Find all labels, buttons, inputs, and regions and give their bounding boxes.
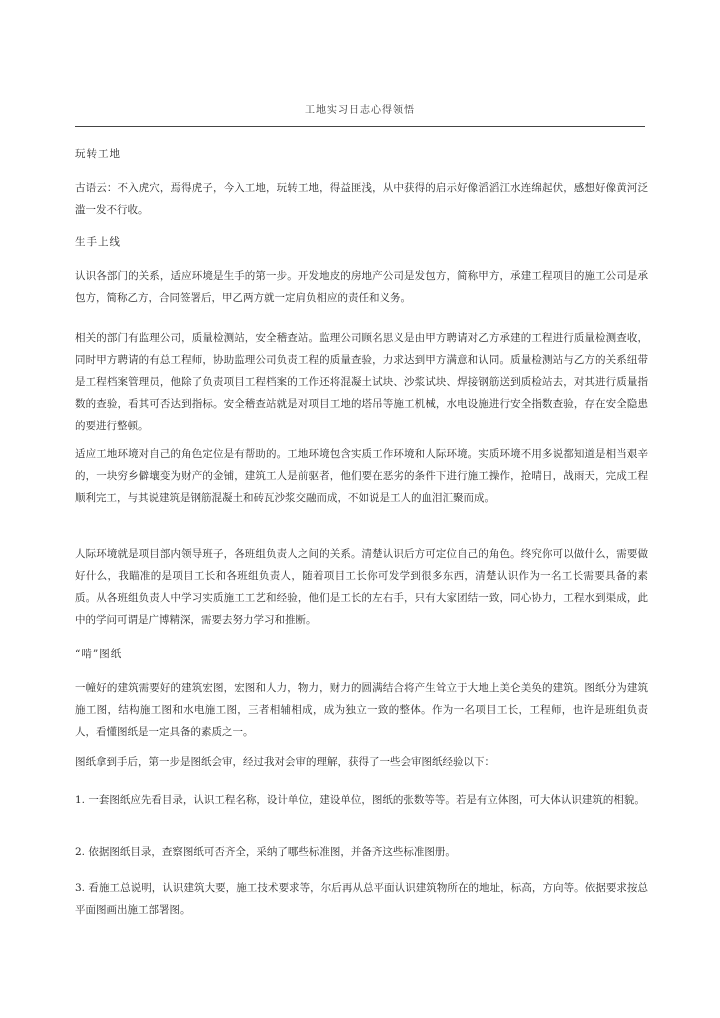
paragraph-site-environment: 适应工地环境对自己的角色定位是有帮助的。工地环境包含实质工作环境和人际环境。实质环境不用多说都知道是相当艰辛的，一块穷乡僻壤变为财产的金铺，建筑工人是前驱者，他们要在恶劣的条件下进行施工操作，抢晴日，战雨天，完成工程顺利完工，与其说建筑是钢筋混凝土和砖瓦沙浆交融而成，不如说是工人的血泪汇聚而成。 (75, 448, 648, 504)
paragraph-blueprint: 一幢好的建筑需要好的建筑宏图，宏图和人力，物力，财力的圆满结合将产生耸立于大地上美仑美奂的建筑。图纸分为建筑施工图，结构施工图和水电施工图，三者相辅相成，成为独立一致的整体。作为一名项目工长，工程师，也许是班组负责人，看懂图纸是一定具备的素质之一。 (75, 682, 648, 738)
list-item-1: 1. 一套图纸应先看目录，认识工程名称，设计单位，建设单位，图纸的张数等等。若是有立体图，可大体认识建筑的相貌。 (75, 794, 645, 806)
list-item-2: 2. 依据图纸目录，查察图纸可否齐全，采纳了哪些标准图，并备齐这些标准图册。 (75, 846, 456, 858)
paragraph-departments: 认识各部门的关系，适应环境是生手的第一步。开发地皮的房地产公司是发包方，简称甲方，承建工程项目的施工公司是承包方，简称乙方，合同签署后，甲乙两方就一定肩负相应的责任和义务。 (75, 270, 648, 304)
paragraph-interpersonal: 人际环境就是项目部内领导班子，各班组负责人之间的关系。清楚认识后方可定位自己的角色。终究你可以做什么，需要做好什么，我瞄准的是项目工长和各班组负责人，随着项目工长你可发学到很多东西，清楚认识作为一名工长需要具备的素质。从各班组负责人中学习实质施工工艺和经验，他们是工长的左右手，只有大家团结一致，同心协力，工程水到渠成，此中的学问可谓是广博精深，需要去努力学习和推断。 (75, 548, 648, 626)
paragraph-review-intro: 图纸拿到手后，第一步是图纸会审，经过我对会审的理解，获得了一些会审图纸经验以下： (75, 756, 495, 768)
section-heading-shengshou: 生手上线 (75, 236, 121, 248)
section-heading-wanzhuan: 玩转工地 (75, 148, 121, 160)
section-heading-drawings: “啃”图纸 (75, 648, 123, 660)
list-item-3: 3. 看施工总说明，认识建筑大要，施工技术要求等，尔后再从总平面认识建筑物所在的地址，标高，方向等。依据要求按总平面图画出施工部署图。 (75, 882, 648, 916)
paragraph-related-departments: 相关的部门有监理公司，质量检测站，安全稽查站。监理公司顾名思义是由甲方聘请对乙方承建的工程进行质量检测查收，同时甲方聘请的有总工程师，协助监理公司负责工程的质量查验，力求达到甲方满意和认同。质量检测站与乙方的关系纽带是工程档案管理员，他除了负责项目工程档案的工作还将混凝土试块、沙浆试块、焊接钢筋送到质检站去，对其进行质量指数的查验，看其可否达到指标。安全稽查站就是对项目工地的塔吊等施工机械，水电设施进行安全指数查验，存在安全隐患的要进行整顿。 (75, 332, 648, 432)
page-header-title: 工地实习日志心得领悟 (305, 105, 415, 116)
paragraph-intro: 古语云：不入虎穴，焉得虎子，今入工地，玩转工地，得益匪浅，从中获得的启示好像滔滔江水连绵起伏，感想好像黄河泛滥一发不行收。 (75, 182, 648, 216)
header-divider (75, 126, 645, 127)
